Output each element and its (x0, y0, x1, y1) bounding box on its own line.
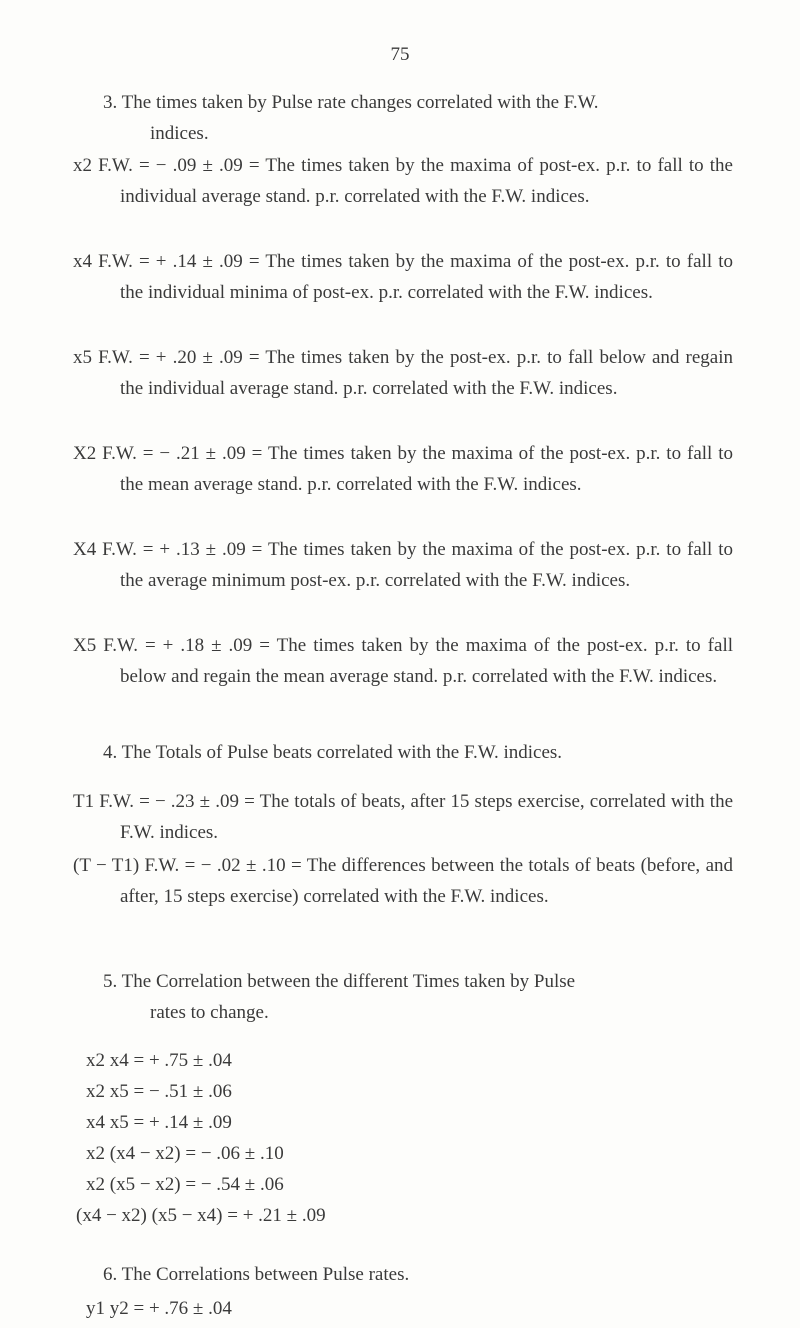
entry-X5: X5 F.W. = + .18 ± .09 = The times taken by the maxima of the post-ex. p.r. to fall below and regain the mean average stand. p.r. correlated with the F.W. indices. (73, 635, 733, 687)
section-4-heading: 4. The Totals of Pulse beats correlated with the F.W. indices. (103, 742, 563, 763)
section-3-heading-line2: indices. (150, 123, 209, 144)
section-6-heading: 6. The Correlations between Pulse rates. (103, 1264, 410, 1285)
entry-x4: x4 F.W. = + .14 ± .09 = The times taken by the maxima of the post-ex. p.r. to fall to the individual minima of post-ex. p.r. correlated with the F.W. indices. (73, 251, 733, 303)
entry-x5: x5 F.W. = + .20 ± .09 = The times taken by the post-ex. p.r. to fall below and regain the individual average stand. p.r. correlated with the F.W. indices. (73, 347, 733, 399)
correlation-x2-x5: x2 x5 = − .51 ± .06 (86, 1081, 232, 1102)
entry-x2: x2 F.W. = − .09 ± .09 = The times taken by the maxima of post-ex. p.r. to fall to the individual average stand. p.r. correlated with the F.W. indices. (73, 155, 733, 207)
section-5-heading-line1: 5. The Correlation between the different Times taken by Pulse (103, 971, 576, 992)
entry-T1: T1 F.W. = − .23 ± .09 = The totals of beats, after 15 steps exercise, correlated with the F.W. indices. (73, 791, 733, 843)
section-3-heading-line1: 3. The times taken by Pulse rate changes correlated with the F.W. (103, 92, 599, 113)
entry-X2: X2 F.W. = − .21 ± .09 = The times taken by the maxima of the post-ex. p.r. to fall to the mean average stand. p.r. correlated with the F.W. indices. (73, 443, 733, 495)
correlation-y1-y2: y1 y2 = + .76 ± .04 (86, 1298, 232, 1319)
page-number: 75 (390, 44, 410, 65)
section-5-heading-line2: rates to change. (150, 1002, 269, 1023)
correlation-x2-x4minusx2: x2 (x4 − x2) = − .06 ± .10 (86, 1143, 284, 1164)
correlation-x4-x5: x4 x5 = + .14 ± .09 (86, 1112, 232, 1133)
correlation-x2-x4: x2 x4 = + .75 ± .04 (86, 1050, 232, 1071)
entry-T-minus-T1: (T − T1) F.W. = − .02 ± .10 = The differences between the totals of beats (before, and after, 15 steps exercise) correlated with the F.W. indices. (73, 855, 733, 907)
correlation-x2-x5minusx2: x2 (x5 − x2) = − .54 ± .06 (86, 1174, 284, 1195)
entry-X4: X4 F.W. = + .13 ± .09 = The times taken by the maxima of the post-ex. p.r. to fall to the average minimum post-ex. p.r. correlated with the F.W. indices. (73, 539, 733, 591)
correlation-x4minusx2-x5minusx4: (x4 − x2) (x5 − x4) = + .21 ± .09 (76, 1205, 326, 1226)
